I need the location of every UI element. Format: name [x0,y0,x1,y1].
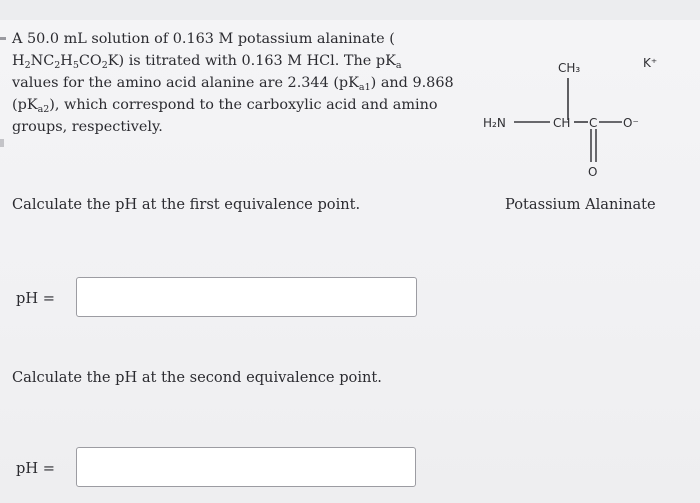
potassium-cation-label: K⁺ [643,56,658,70]
pka2-subscript: a2 [37,104,50,115]
problem-line-3-text: values for the amino acid alanine are 2.344 (pK [12,75,359,91]
problem-line-2-rest: ) is titrated with 0.163 M HCl. The pK [118,53,396,69]
problem-line-2 [12,50,452,72]
question-1-prompt: Calculate the pH at the first equivalence point. [12,196,361,213]
problem-statement [12,28,452,138]
carbonyl-carbon-label: C [589,116,598,130]
problem-line-3 [12,72,452,94]
question-2-ph-input[interactable] [76,447,416,487]
question-1-ph-input[interactable] [76,277,417,317]
pka-subscript: a [395,60,402,71]
problem-line-4 [12,94,452,116]
alpha-carbon-label: CH [553,116,571,130]
formula-subscript: 5 [72,60,79,71]
problem-line-1: A 50.0 mL solution of 0.163 M potassium alaninate ( [12,31,395,47]
formula-text: NC [30,53,55,69]
amine-label: H₂N [483,116,506,130]
question-1-ph-label: pH = [16,290,55,307]
methyl-label: CH₃ [558,61,581,75]
margin-marker [0,37,6,40]
margin-marker [0,139,4,147]
formula-text: H [60,53,73,69]
formula-subscript: 2 [24,60,31,71]
carbonyl-oxygen-label: O [588,165,598,179]
question-2-ph-label: pH = [16,460,55,477]
formula-text: CO [78,53,102,69]
formula-subscript: 2 [54,60,61,71]
formula-subscript: 2 [101,60,108,71]
formula-text: K [107,53,119,69]
problem-line-3-rest: ) and 9.868 [370,75,454,91]
problem-line-5: groups, respectively. [12,119,163,135]
formula-text: H [12,53,25,69]
problem-line-4-open: (pK [12,97,38,113]
problem-line-4-rest: ), which correspond to the carboxylic acid and amino [49,97,438,113]
potassium-alaninate-structure [470,40,700,180]
pka1-subscript: a1 [358,82,371,93]
question-2-prompt: Calculate the pH at the second equivalence point. [12,369,382,386]
structure-caption: Potassium Alaninate [505,196,656,213]
carboxylate-oxygen-label: O⁻ [623,116,639,130]
